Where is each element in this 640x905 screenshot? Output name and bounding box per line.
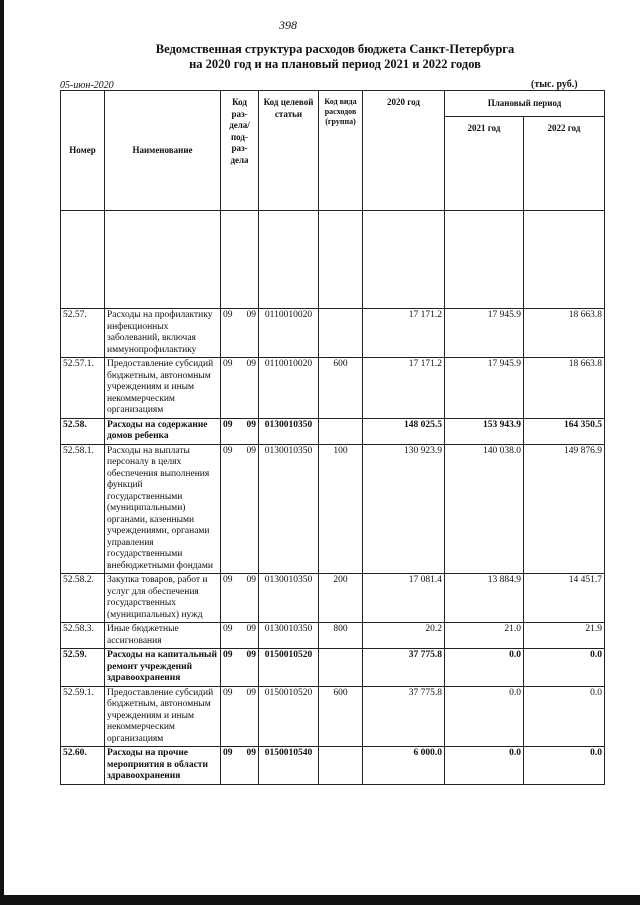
spacer-cell <box>61 211 105 309</box>
row-amount-2022: 0.0 <box>524 649 605 687</box>
section-code: 09 <box>223 359 233 369</box>
row-number: 52.57.1. <box>61 358 105 419</box>
row-amount-2020: 17 081.4 <box>363 574 445 623</box>
row-amount-2020: 148 025.5 <box>363 418 445 444</box>
row-number: 52.59.1. <box>61 686 105 747</box>
spacer-cell <box>524 211 605 309</box>
row-amount-2021: 21.0 <box>445 623 524 649</box>
row-amount-2021: 0.0 <box>445 649 524 687</box>
subsection-code: 09 <box>246 575 256 585</box>
subsection-code: 09 <box>246 359 256 369</box>
title-line-2: на 2020 год и на плановый период 2021 и 2022 годов <box>189 57 481 71</box>
row-expense-type: 800 <box>319 623 363 649</box>
table-row <box>61 686 605 747</box>
row-expense-type <box>319 747 363 785</box>
spacer-cell <box>319 211 363 309</box>
row-name: Предоставление субсидий бюджетным, автономным учреждениям и иным некоммерческим организациям <box>105 358 221 419</box>
row-number: 52.58.3. <box>61 623 105 649</box>
row-amount-2022: 0.0 <box>524 686 605 747</box>
row-amount-2022: 14 451.7 <box>524 574 605 623</box>
row-section-code <box>221 686 259 747</box>
row-amount-2022: 149 876.9 <box>524 444 605 574</box>
row-section-code <box>221 418 259 444</box>
subsection-code: 09 <box>246 445 256 456</box>
section-code: 09 <box>223 687 233 698</box>
subsection-code: 09 <box>246 748 256 758</box>
spacer-cell <box>221 211 259 309</box>
row-section-code <box>221 358 259 419</box>
row-target-code: 0110010020 <box>259 309 319 358</box>
row-name: Расходы на прочие мероприятия в области здравоохранения <box>105 747 221 785</box>
subsection-code: 09 <box>246 687 256 698</box>
row-section-code <box>221 574 259 623</box>
subsection-code: 09 <box>246 650 256 660</box>
row-amount-2020: 17 171.2 <box>363 358 445 419</box>
row-name: Иные бюджетные ассигнования <box>105 623 221 649</box>
header-spacer-row <box>61 211 605 309</box>
row-section-code <box>221 444 259 574</box>
row-expense-type <box>319 309 363 358</box>
row-amount-2020: 37 775.8 <box>363 649 445 687</box>
row-expense-type: 100 <box>319 444 363 574</box>
row-amount-2022: 21.9 <box>524 623 605 649</box>
row-target-code: 0110010020 <box>259 358 319 419</box>
row-target-code: 0130010350 <box>259 418 319 444</box>
row-amount-2020: 20.2 <box>363 623 445 649</box>
table-row <box>61 444 605 574</box>
row-expense-type <box>319 649 363 687</box>
table-row <box>61 649 605 687</box>
row-amount-2022: 18 663.8 <box>524 309 605 358</box>
row-amount-2022: 18 663.8 <box>524 358 605 419</box>
subsection-code: 09 <box>246 419 256 430</box>
row-name: Предоставление субсидий бюджетным, автономным учреждениям и иным некоммерческим организациям <box>105 686 221 747</box>
row-name: Расходы на выплаты персоналу в целях обеспечения выполнения функций государственными (муниципальными) органами, казенными учреждениями, органами управления государственными внебюджетными фондами <box>105 444 221 574</box>
spacer-cell <box>105 211 221 309</box>
header-2022: 2022 год <box>524 117 605 211</box>
row-amount-2021: 17 945.9 <box>445 358 524 419</box>
row-expense-type: 200 <box>319 574 363 623</box>
table-row <box>61 574 605 623</box>
row-target-code: 0130010350 <box>259 444 319 574</box>
row-amount-2020: 37 775.8 <box>363 686 445 747</box>
row-number: 52.57. <box>61 309 105 358</box>
row-amount-2021: 140 038.0 <box>445 444 524 574</box>
row-target-code: 0130010350 <box>259 623 319 649</box>
row-amount-2021: 0.0 <box>445 686 524 747</box>
header-number: Номер <box>61 91 105 211</box>
section-code: 09 <box>223 419 233 430</box>
page-number: 398 <box>279 18 297 32</box>
spacer-cell <box>259 211 319 309</box>
section-code: 09 <box>223 624 233 634</box>
table-row <box>61 358 605 419</box>
row-amount-2021: 0.0 <box>445 747 524 785</box>
section-code: 09 <box>223 650 233 660</box>
row-name: Закупка товаров, работ и услуг для обеспечения государственных (муниципальных) нужд <box>105 574 221 623</box>
header-target: Код целевой статьи <box>259 91 319 211</box>
row-amount-2021: 153 943.9 <box>445 418 524 444</box>
row-section-code <box>221 309 259 358</box>
row-expense-type: 600 <box>319 358 363 419</box>
row-amount-2021: 13 884.9 <box>445 574 524 623</box>
row-amount-2020: 17 171.2 <box>363 309 445 358</box>
header-2021: 2021 год <box>445 117 524 211</box>
row-amount-2022: 0.0 <box>524 747 605 785</box>
spacer-cell <box>363 211 445 309</box>
row-number: 52.58.2. <box>61 574 105 623</box>
title-line-1: Ведомственная структура расходов бюджета Санкт-Петербурга <box>155 42 515 56</box>
row-target-code: 0130010350 <box>259 574 319 623</box>
table-row <box>61 309 605 358</box>
budget-table <box>60 90 605 785</box>
section-code: 09 <box>223 748 233 758</box>
subsection-code: 09 <box>246 310 256 320</box>
document-title <box>100 42 570 72</box>
header-section: Код раз-дела/ под-раз-дела <box>221 91 259 211</box>
table-row <box>61 747 605 785</box>
row-expense-type <box>319 418 363 444</box>
row-amount-2020: 130 923.9 <box>363 444 445 574</box>
header-name: Наименование <box>105 91 221 211</box>
row-amount-2022: 164 350.5 <box>524 418 605 444</box>
header-planned-period: Плановый период <box>445 91 605 117</box>
row-section-code <box>221 623 259 649</box>
table-row <box>61 623 605 649</box>
row-target-code: 0150010520 <box>259 686 319 747</box>
header-expense-type: Код вида расходов (группа) <box>319 91 363 211</box>
row-name: Расходы на содержание домов ребенка <box>105 418 221 444</box>
row-number: 52.58.1. <box>61 444 105 574</box>
subsection-code: 09 <box>246 624 256 634</box>
row-expense-type: 600 <box>319 686 363 747</box>
scan-bottom-edge <box>0 895 640 905</box>
row-section-code <box>221 649 259 687</box>
row-name: Расходы на капитальный ремонт учреждений здравоохранения <box>105 649 221 687</box>
spacer-cell <box>445 211 524 309</box>
section-code: 09 <box>223 575 233 585</box>
units-label: (тыс. руб.) <box>531 79 578 90</box>
row-section-code <box>221 747 259 785</box>
row-number: 52.59. <box>61 649 105 687</box>
document-date: 05-июн-2020 <box>60 80 114 91</box>
row-number: 52.58. <box>61 418 105 444</box>
row-target-code: 0150010520 <box>259 649 319 687</box>
section-code: 09 <box>223 310 233 320</box>
section-code: 09 <box>223 445 233 456</box>
row-name: Расходы на профилактику инфекционных заболеваний, включая иммунопрофилактику <box>105 309 221 358</box>
table-row <box>61 418 605 444</box>
row-number: 52.60. <box>61 747 105 785</box>
row-amount-2021: 17 945.9 <box>445 309 524 358</box>
row-amount-2020: 6 000.0 <box>363 747 445 785</box>
scan-left-edge <box>0 0 4 905</box>
row-target-code: 0150010540 <box>259 747 319 785</box>
header-2020: 2020 год <box>363 91 445 211</box>
